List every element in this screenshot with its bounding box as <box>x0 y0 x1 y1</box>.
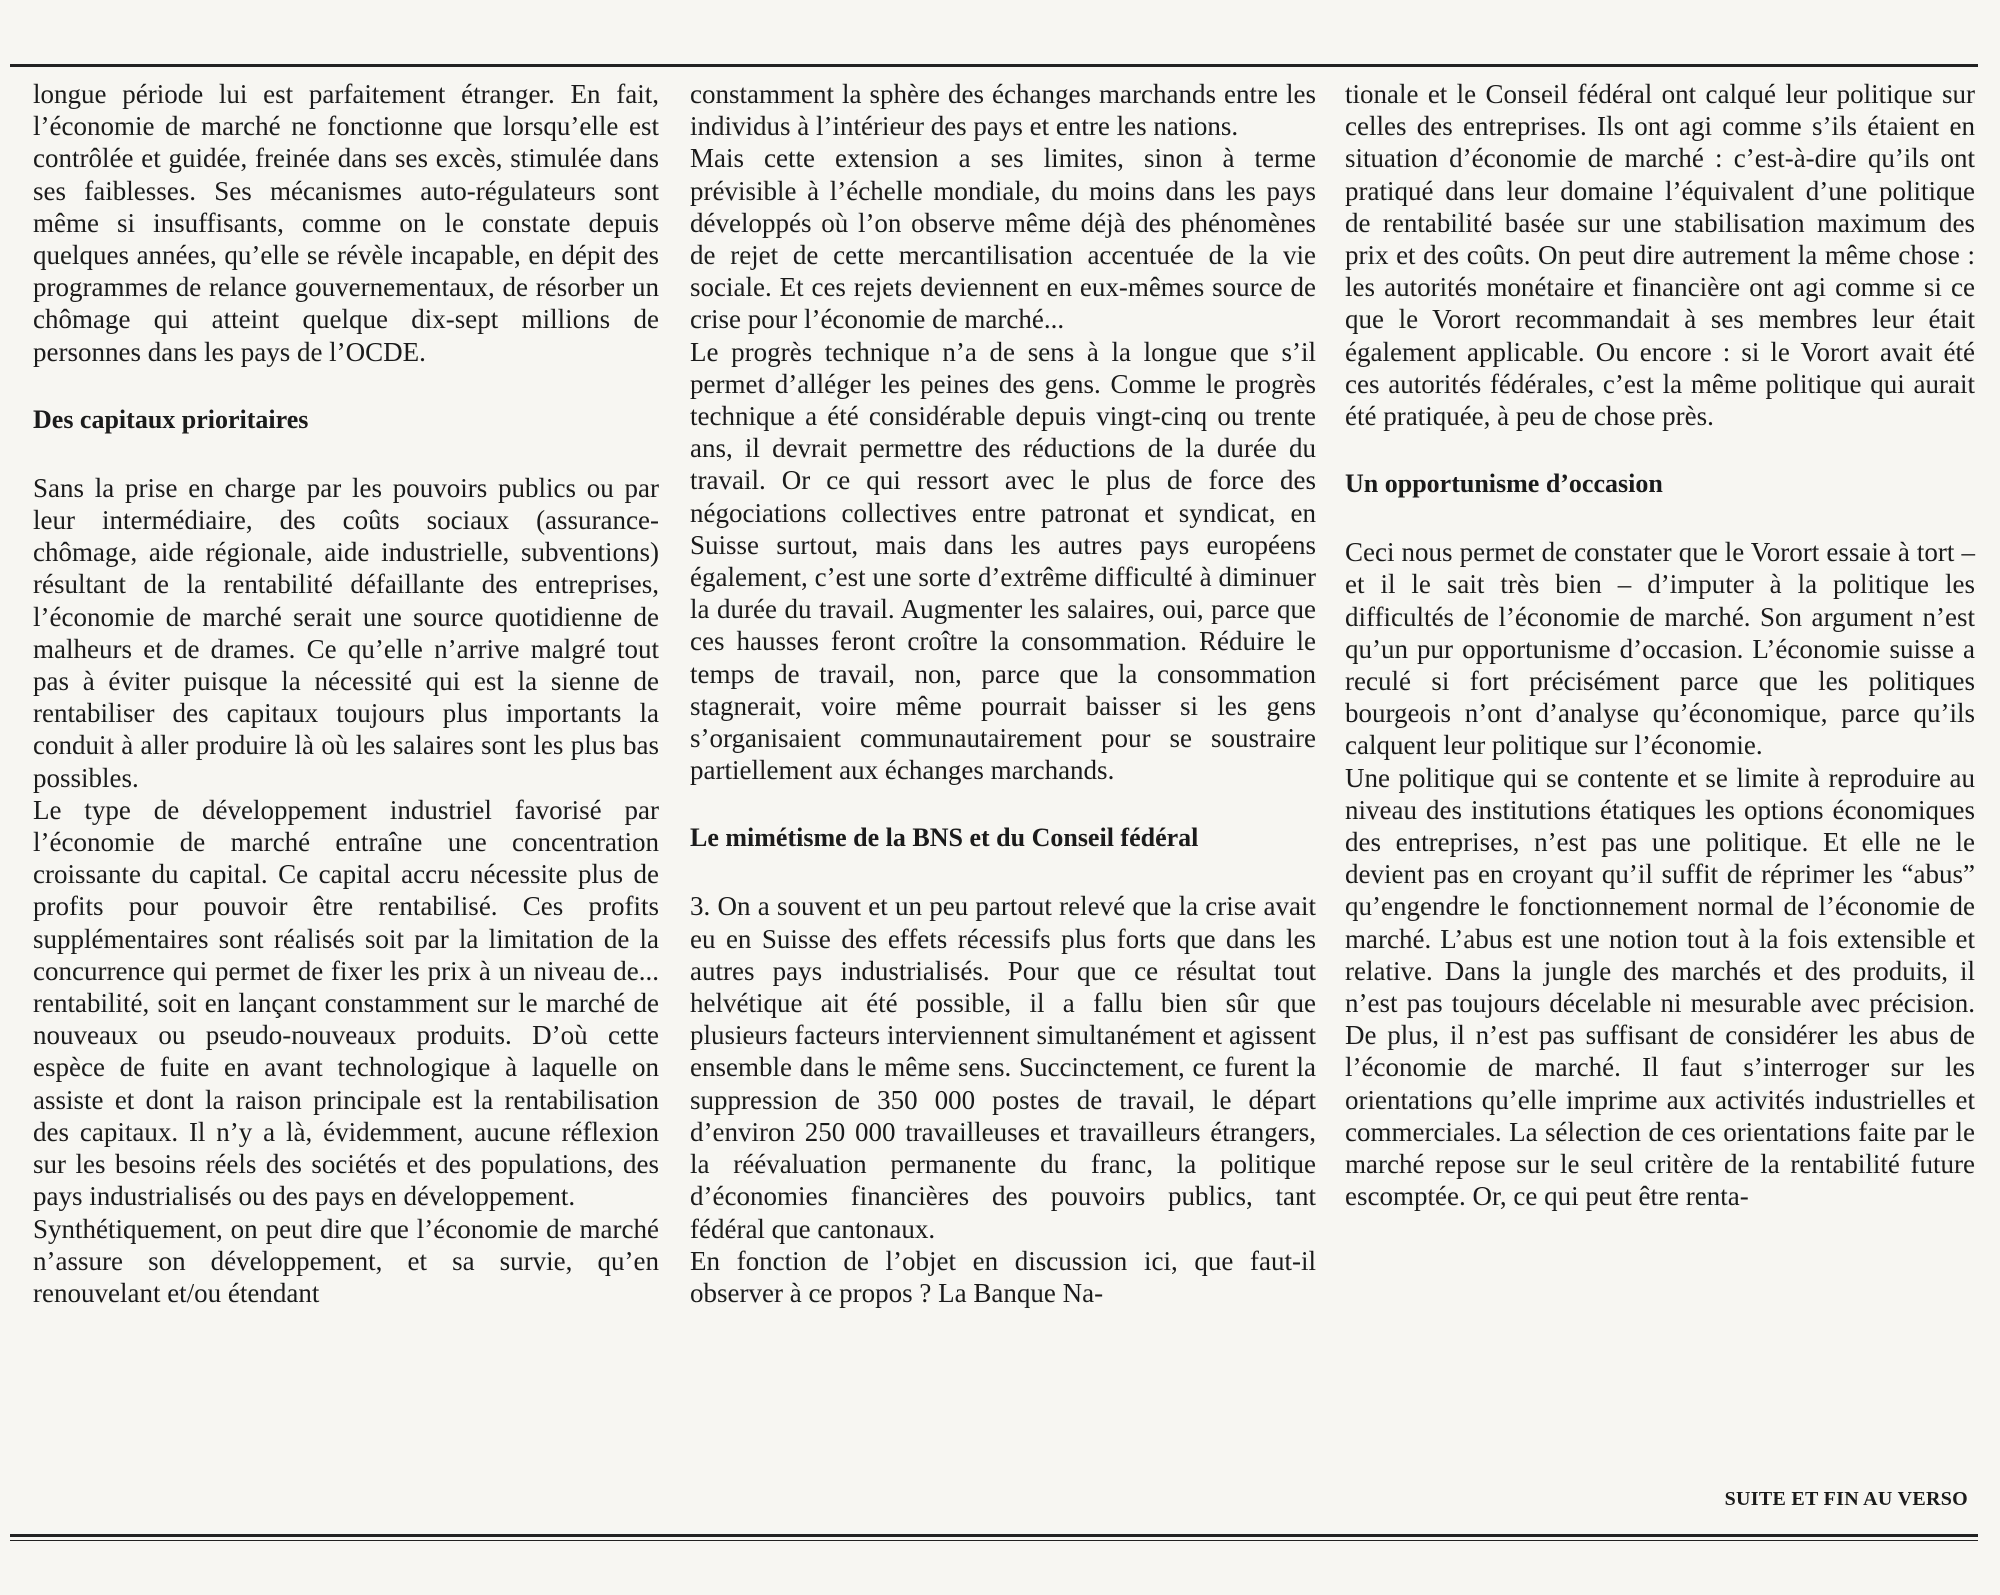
heading-opportunisme-occasion: Un opportunisme d’occasion <box>1345 469 1663 499</box>
col2-paragraph-4: 3. On a souvent et un peu partout relevé que la crise avait eu en Suisse des effets récessifs plus forts que dans les autres pays industrialisés. Pour que ce résultat tout helvétique ait été possible, il a fallu bien sûr que plusieurs facteurs interviennent simultanément et agissent ensemble dans le même sens. Succinctement, ce furent la suppression de 350 000 postes de travail, le départ d’environ 250 000 travailleuses et travailleurs étrangers, la réévaluation permanente du franc, la politique d’économies financières des pouvoirs publics, tant fédéral que cantonaux. <box>690 891 1316 1244</box>
col1-paragraph-2: Sans la prise en charge par les pouvoirs publics ou par leur intermédiaire, des coûts sociaux (assurance-chômage, aide régionale, aide industrielle, subventions) résultant de la rentabilité défaillante des entreprises, l’économie de marché serait une source quotidienne de malheurs et de drames. Ce qu’elle n’arrive malgré tout pas à éviter puisque la nécessité qui est la sienne de rentabiliser des capitaux toujours plus importants la conduit à aller produire là où les salaires sont les plus bas possibles. <box>33 472 659 793</box>
col1-paragraph-4: Synthétiquement, on peut dire que l’économie de marché n’assure son développement, et sa survie, qu’en renouvelant et/ou étendant <box>33 1213 659 1308</box>
col3-paragraph-3: Une politique qui se contente et se limite à reproduire au niveau des institutions étatiques les options économiques des entreprises, n’est pas une politique. Et elle ne le devient pas en croyant qu’il suffit de réprimer les “abus” qu’engendre le fonctionnement normal de l’économie de marché. L’abus est une notion tout à la fois extensible et relative. Dans la jungle des marchés et des produits, il n’est pas toujours décelable ni mesurable avec précision. De plus, il n’est pas suffisant de considérer les abus de l’économie de marché. Il faut s’interroger sur les orientations qu’elle imprime aux activités industrielles et commerciales. La sélection de ces orientations faite par le marché repose sur le seul critère de la rentabilité future escomptée. Or, ce qui peut être renta- <box>1345 762 1975 1212</box>
col2-paragraph-5: En fonction de l’objet en discussion ici, que faut-il observer à ce propos ? La Banque Na- <box>690 1245 1316 1308</box>
heading-mimetisme-bns: Le mimétisme de la BNS et du Conseil fédéral <box>690 823 1199 853</box>
col2-paragraph-1: constamment la sphère des échanges marchands entre les individus à l’intérieur des pays et entre les nations. <box>690 79 1316 142</box>
bottom-rule-thin <box>10 1540 1978 1541</box>
col2-paragraph-2: Mais cette extension a ses limites, sinon à terme prévisible à l’échelle mondiale, du moins dans les pays développés où l’on observe même déjà des phénomènes de rejet de cette mercantilisation accentuée de la vie sociale. Et ces rejets deviennent en eux-mêmes source de crise pour l’économie de marché... <box>690 143 1316 335</box>
col3-paragraph-1: tionale et le Conseil fédéral ont calqué leur politique sur celles des entreprises. Ils ont agi comme s’ils étaient en situation d’économie de marché : c’est-à-dire qu’ils ont pratiqué dans leur domaine l’équivalent d’une politique de rentabilité basée sur une stabilisation maximum des prix et des coûts. On peut dire autrement la même chose : les autorités monétaire et financière ont agi comme si ce que le Vorort recommandait à ses membres leur était également applicable. Ou encore : si le Vorort avait été ces autorités fédérales, c’est la même politique qui aurait été pratiquée, à peu de chose près. <box>1345 79 1975 432</box>
column-2 <box>690 78 1316 1309</box>
heading-capitaux-prioritaires: Des capitaux prioritaires <box>33 404 309 434</box>
col3-paragraph-2: Ceci nous permet de constater que le Vorort essaie à tort – et il le sait très bien – d’imputer à la politique les difficultés de l’économie de marché. Son argument n’est qu’un pur opportunisme d’occasion. L’économie suisse a reculé si fort précisément parce que les politiques bourgeois n’ont d’analyse qu’économique, parce qu’ils calquent leur politique sur l’économie. <box>1345 537 1975 761</box>
col2-paragraph-3: Le progrès technique n’a de sens à la longue que s’il permet d’alléger les peines des gens. Comme le progrès technique a été considérable depuis vingt-cinq ou trente ans, il devrait permettre des réductions de la durée du travail. Or ce qui ressort avec le plus de force des négociations collectives entre patronat et syndicat, en Suisse surtout, mais dans les autres pays européens également, c’est une sorte d’extrême difficulté à diminuer la durée du travail. Augmenter les salaires, oui, parce que ces hausses feront croître la consommation. Réduire le temps de travail, non, parce que la consommation stagnerait, voire même pourrait baisser si les gens s’organisaient communautairement pour se soustraire partiellement aux échanges marchands. <box>690 336 1316 786</box>
column-1 <box>33 78 659 1309</box>
continued-on-back-label: SUITE ET FIN AU VERSO <box>1724 1488 1968 1510</box>
top-rule <box>10 64 1978 67</box>
col1-paragraph-3: Le type de développement industriel favorisé par l’économie de marché entraîne une concentration croissante du capital. Ce capital accru nécessite plus de profits pour pouvoir être rentabilisé. Ces profits supplémentaires sont réalisés soit par la limitation de la concurrence qui permet de fixer les prix à un niveau de... rentabilité, soit en lançant constamment sur le marché de nouveaux ou pseudo-nouveaux produits. D’où cette espèce de fuite en avant technologique à laquelle on assiste et dont la raison principale est la rentabilisation des capitaux. Il n’y a là, évidemment, aucune réflexion sur les besoins réels des sociétés et des populations, des pays industrialisés ou des pays en développement. <box>33 794 659 1212</box>
col1-paragraph-1: longue période lui est parfaitement étranger. En fait, l’économie de marché ne fonctionne que lorsqu’elle est contrôlée et guidée, freinée dans ses excès, stimulée dans ses faiblesses. Ses mécanismes auto-régulateurs sont même si insuffisants, comme on le constate depuis quelques années, qu’elle se révèle incapable, en dépit des programmes de relance gouvernementaux, de résorber un chômage qui atteint quelque dix-sept millions de personnes dans les pays de l’OCDE. <box>33 79 659 367</box>
column-3 <box>1345 78 1975 1213</box>
bottom-rule <box>10 1534 1978 1537</box>
